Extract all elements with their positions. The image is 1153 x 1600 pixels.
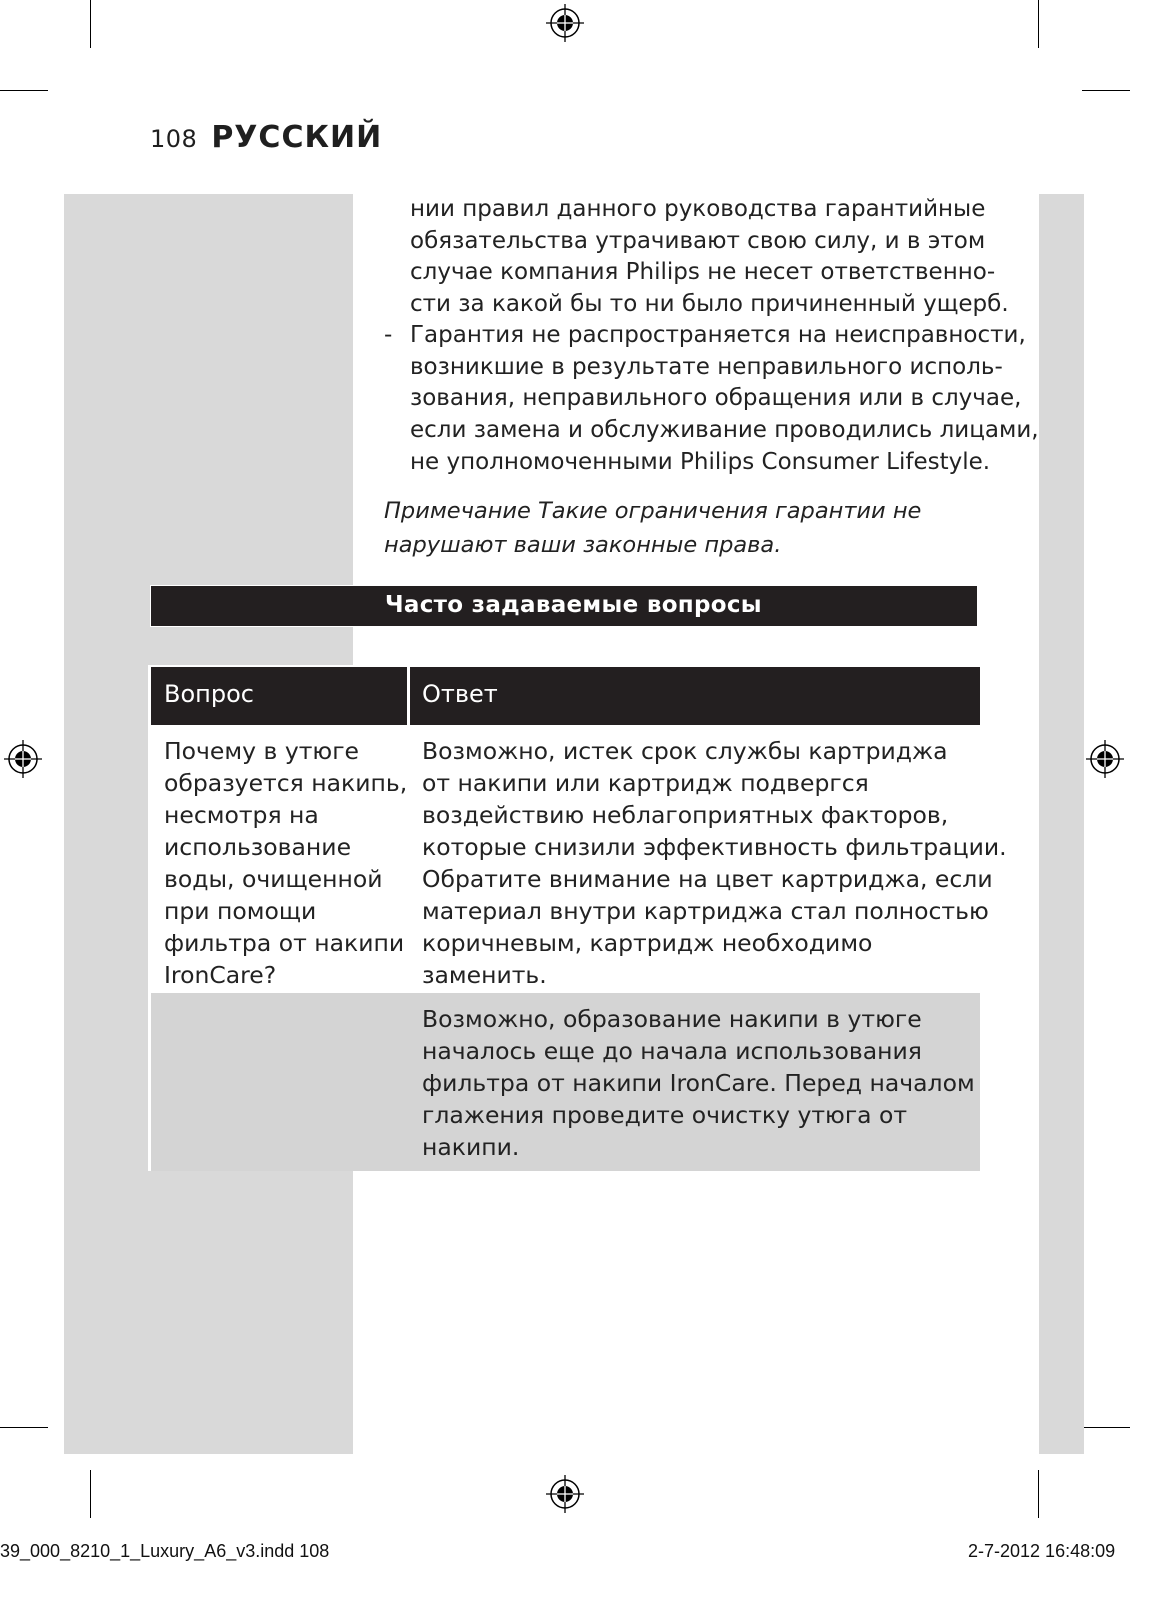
text-line: фильтра от накипи	[164, 929, 405, 957]
text-line: образуется накипь,	[164, 769, 408, 797]
table-edge-rule	[148, 665, 151, 1171]
section-language-title: РУССКИЙ	[211, 120, 383, 155]
text-line: если замена и обслуживание проводились лицами,	[410, 417, 1039, 444]
note-line: Примечание Такие ограничения гарантии не	[384, 498, 922, 524]
text-line: Гарантия не распространяется на неисправности,	[410, 322, 1026, 348]
text-line: не уполномоченными Philips Consumer Lifestyle.	[410, 448, 991, 475]
text-line: Возможно, образование накипи в утюге	[422, 1005, 922, 1033]
text-line: обязательства утрачивают свою силу, и в этом	[410, 227, 986, 254]
text-line: от накипи или картридж подвергся	[422, 769, 869, 797]
warranty-note	[384, 494, 1004, 562]
text-line: зования, неправильного обращения или в случае,	[410, 385, 1022, 412]
text-line: IronCare?	[164, 961, 277, 989]
running-header	[150, 120, 382, 155]
text-line: воздействию неблагоприятных факторов,	[422, 801, 949, 829]
text-line: глажения проведите очистку утюга от	[422, 1101, 908, 1129]
text-line: использование	[164, 833, 352, 861]
answer-cell	[422, 1003, 977, 1163]
text-line: Почему в утюге	[164, 737, 359, 765]
right-margin-column	[1039, 194, 1084, 1454]
text-line: воды, очищенной	[164, 865, 383, 893]
text-line: случае компания Philips не несет ответственно-	[410, 259, 996, 286]
page-number: 108	[150, 125, 198, 153]
registration-mark-icon	[4, 740, 42, 778]
bullet-marker: -	[384, 322, 393, 348]
crop-mark	[90, 1470, 91, 1518]
text-line: фильтра от накипи IronCare. Перед началом	[422, 1069, 975, 1097]
question-cell-empty	[150, 993, 407, 1171]
registration-mark-icon	[1086, 740, 1124, 778]
answer-cell	[422, 735, 1007, 991]
text-line: Возможно, истек срок службы картриджа	[422, 737, 948, 765]
crop-mark	[1038, 0, 1039, 48]
text-line: при помощи	[164, 897, 317, 925]
text-line: материал внутри картриджа стал полностью	[422, 897, 989, 925]
column-divider	[407, 667, 410, 725]
faq-section-banner	[150, 585, 978, 627]
crop-mark	[0, 90, 48, 91]
faq-section-title: Часто задаваемые вопросы	[385, 592, 762, 618]
table-row	[150, 725, 1007, 993]
crop-mark	[0, 1427, 48, 1428]
note-line: нарушают ваши законные права.	[384, 532, 782, 558]
column-header-question: Вопрос	[164, 680, 254, 708]
slug-filename: 39_000_8210_1_Luxury_A6_v3.indd 108	[0, 1541, 330, 1561]
crop-mark	[1038, 1470, 1039, 1518]
text-line: возникшие в результате неправильного исполь-	[410, 353, 1003, 380]
table-row	[150, 993, 980, 1171]
registration-mark-icon	[546, 4, 584, 42]
text-line: накипи.	[422, 1133, 520, 1161]
warranty-paragraph	[410, 194, 1010, 321]
text-line: нии правил данного руководства гарантийные	[410, 196, 986, 222]
text-line: сти за какой бы то ни было причиненный ущерб.	[410, 291, 1009, 318]
question-cell	[164, 735, 408, 991]
warranty-bullet	[410, 320, 1039, 479]
faq-table-header	[150, 665, 980, 725]
crop-mark	[90, 0, 91, 48]
text-line: заменить.	[422, 961, 547, 989]
registration-mark-icon	[546, 1475, 584, 1513]
text-line: которые снизили эффективность фильтрации.	[422, 833, 1007, 861]
column-header-answer: Ответ	[422, 680, 498, 708]
crop-mark	[1082, 1427, 1130, 1428]
text-line: началось еще до начала использования	[422, 1037, 922, 1065]
text-line: несмотря на	[164, 801, 319, 829]
faq-table	[150, 665, 1007, 1171]
text-line: Обратите внимание на цвет картриджа, если	[422, 865, 993, 893]
text-line: коричневым, картридж необходимо	[422, 929, 873, 957]
slug-datetime: 2-7-2012 16:48:09	[968, 1541, 1116, 1561]
crop-mark	[1082, 90, 1130, 91]
